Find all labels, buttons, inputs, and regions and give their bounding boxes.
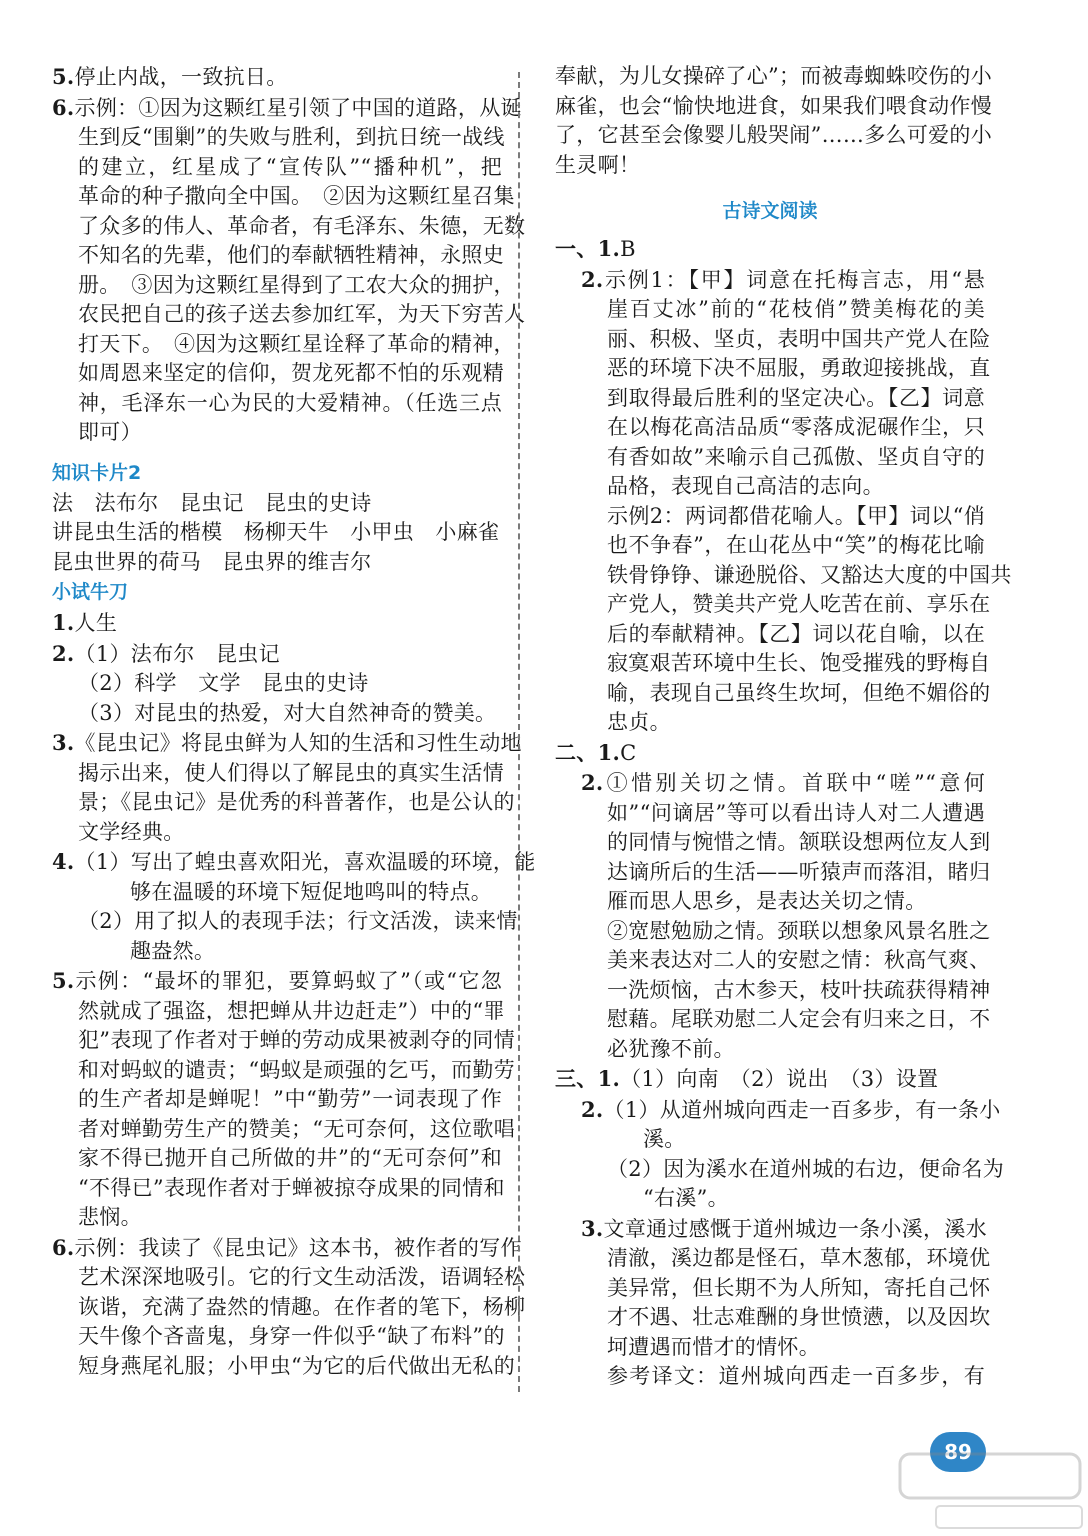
text-line — [555, 384, 985, 414]
line-text: 美异常，但长期不为人所知，寄托自己怀 — [607, 1275, 991, 1300]
text-line — [52, 1322, 505, 1352]
line-text: 悲悯。 — [78, 1205, 142, 1229]
item-number: 一、1. — [555, 236, 621, 261]
text-line — [52, 669, 502, 699]
item-number: 2. — [581, 1096, 604, 1122]
text-line — [52, 271, 515, 301]
text-line — [52, 548, 502, 578]
text-line — [555, 1333, 985, 1363]
line-text: 必犹豫不前。 — [607, 1036, 735, 1061]
item-number: 5. — [52, 64, 75, 89]
text-line — [555, 472, 985, 502]
line-text: 农民把自己的孩子送去参加红军，为天下穷苦人 — [78, 302, 526, 326]
line-text: 恶的环境下决不屈服，勇敢迎接挑战，直 — [607, 356, 991, 380]
text-line — [52, 1352, 516, 1382]
line-text: 有香如故”来喻示自己孤傲、坚贞自守的 — [607, 444, 985, 469]
text-line — [555, 62, 993, 92]
line-text: 如”“问谪居”等可以看出诗人对二人遭遇 — [607, 800, 985, 825]
item-number: 6. — [52, 1234, 75, 1260]
continued-answer-block — [555, 62, 993, 180]
line-text: 人生 — [74, 611, 118, 635]
line-text: 《昆虫记》将昆虫鲜为人知的生活和习性生动地 — [74, 731, 522, 755]
text-line — [555, 679, 991, 709]
item-number: 3. — [581, 1215, 604, 1241]
item-number: 6. — [52, 94, 75, 120]
text-line — [52, 997, 505, 1027]
line-text: 崖百丈冰”前的“花枝俏”赞美梅花的美 — [607, 297, 985, 321]
text-line — [52, 153, 502, 183]
text-line — [555, 738, 985, 769]
line-text: 忠贞。 — [607, 710, 671, 734]
line-text: 的生产者却是蝉呢！”中“勤劳”一词表现了作 — [78, 1087, 502, 1111]
line-text: 品格，表现自己高洁的志向。 — [607, 474, 884, 498]
text-line — [52, 518, 502, 548]
text-line — [555, 295, 985, 325]
text-line — [555, 234, 985, 265]
line-text: 停止内战，一致抗日。 — [74, 65, 288, 89]
line-text: 不知名的先辈，他们的奉献牺牲精神，永照史 — [78, 243, 504, 267]
line-text: （2）用了拟人的表现手法；行文活泼，读来情 — [78, 909, 518, 933]
line-text: 后的奉献精神。【乙】词以花自喻，以在 — [607, 621, 985, 646]
text-line — [555, 946, 991, 976]
text-line — [52, 1115, 516, 1145]
line-text: 生到反“围剿”的失败与胜利，到抗日统一战线 — [78, 125, 505, 149]
text-line — [555, 413, 985, 443]
item-number: 4. — [52, 849, 75, 874]
text-line — [555, 1155, 1005, 1185]
line-text: 生灵啊！ — [555, 152, 641, 177]
line-text: 美来表达对二人的安慰之情：秋高气爽、 — [607, 948, 991, 972]
line-text: 革命的种子撒向全中国。 ②因为这颗红星召集 — [78, 184, 515, 208]
line-text: 产党人，赞美共产党人吃苦在前、享乐在 — [607, 592, 991, 616]
line-text: 示例：“最坏的罪犯，要算蚂蚁了”（或“它忽 — [74, 969, 502, 993]
line-text: “右溪”。 — [643, 1186, 729, 1210]
text-line — [52, 389, 502, 419]
left-column — [52, 62, 536, 1381]
item-number: 2. — [52, 640, 75, 666]
text-line — [52, 1026, 516, 1056]
text-line — [555, 265, 985, 296]
text-line — [52, 359, 502, 389]
text-line — [555, 887, 985, 917]
text-line — [52, 907, 518, 937]
text-line — [555, 502, 985, 532]
text-line — [52, 123, 505, 153]
line-text: 到取得最后胜利的坚定决心。【乙】词意 — [607, 385, 985, 410]
item-number: 三、1. — [555, 1066, 621, 1091]
text-line — [555, 799, 985, 829]
line-text: 达谪所后的生活——听猿声而落泪，睹归 — [607, 859, 991, 884]
line-text: 文学经典。 — [78, 819, 185, 844]
line-text: 神，毛泽东一心为民的大爱精神。（任选三点 — [78, 390, 502, 415]
line-text: 示例：①因为这颗红星引领了中国的道路，从诞 — [74, 95, 522, 120]
text-line — [52, 1174, 505, 1204]
text-line — [555, 1005, 991, 1035]
text-line — [52, 1233, 522, 1264]
text-line — [52, 1144, 502, 1174]
text-line — [555, 917, 991, 947]
text-line — [555, 1125, 985, 1155]
text-line — [52, 182, 515, 212]
line-text: （2）科学 文学 昆虫的史诗 — [78, 671, 369, 695]
text-line — [52, 1085, 502, 1115]
line-text: （2）因为溪水在道州城的右边，便命名为 — [607, 1156, 1005, 1181]
line-text: B — [620, 237, 636, 261]
line-text: 也不争春”，在山花丛中“笑”的梅花比喻 — [607, 533, 985, 557]
line-text: 和对蚂蚁的谴责；“蚂蚁是顽强的乞丐，而勤劳 — [78, 1057, 516, 1082]
line-text: 了众多的伟人、革命者，有毛泽东、朱德，无数 — [78, 213, 526, 238]
text-line — [555, 1035, 985, 1065]
line-text: 奉献，为儿女操碎了心”；而被毒蜘蛛咬伤的小 — [555, 64, 993, 88]
line-text: 诙谐，充满了盎然的情趣。在作者的笔下，杨柳 — [78, 1294, 526, 1319]
text-line — [52, 330, 515, 360]
text-line — [52, 966, 502, 997]
line-text: （1）向南 （2）说出 （3）设置 — [620, 1067, 939, 1091]
text-line — [52, 639, 502, 670]
item-number: 3. — [52, 730, 75, 755]
right-column — [555, 62, 1012, 1392]
item-number: 2. — [581, 770, 604, 795]
line-text: 示例2：两词都借花喻人。【甲】词以“俏 — [607, 503, 985, 528]
line-text: 一洗烦恼，古木参天，枝叶扶疏获得精神 — [607, 977, 991, 1002]
line-text: 昆虫世界的荷马 昆虫界的维吉尔 — [52, 549, 372, 574]
poetry-answers-block — [555, 234, 1012, 1392]
text-line — [555, 708, 985, 738]
text-line — [555, 976, 991, 1006]
page-number-badge: 89 — [930, 1432, 986, 1472]
text-line — [555, 92, 993, 122]
line-text: 麻雀，也会“愉快地进食，如果我们喂食动作慢 — [555, 93, 993, 118]
line-text: （1）写出了蝗虫喜欢阳光，喜欢温暖的环境，能 — [74, 850, 536, 874]
line-text: 然就成了强盗，想把蝉从井边赶走”）中的“罪 — [78, 998, 505, 1023]
answers-block-top — [52, 62, 526, 448]
line-text: 者对蝉勤劳生产的赞美；“无可奈何，这位歌唱 — [78, 1116, 516, 1141]
line-text: 法 法布尔 昆虫记 昆虫的史诗 — [52, 490, 372, 515]
line-text: 铁骨铮铮、谦逊脱俗、又豁达大度的中国共 — [607, 562, 1012, 587]
text-line — [52, 878, 502, 908]
text-line — [555, 620, 985, 650]
line-text: 天牛像个吝啬鬼，身穿一件似乎“缺了布料”的 — [78, 1324, 505, 1348]
text-line — [52, 788, 515, 818]
text-line — [555, 1274, 991, 1304]
text-line — [52, 608, 502, 639]
text-line — [555, 1064, 985, 1095]
line-text: 揭示出来，使人们得以了解昆虫的真实生活情 — [78, 760, 504, 785]
knowledge-card-heading: 知识卡片2 — [52, 461, 142, 484]
text-line — [555, 828, 991, 858]
column-divider — [518, 72, 520, 1392]
text-line — [555, 1214, 985, 1245]
line-text: 喻，表现自己虽终生坎坷，但绝不媚俗的 — [607, 680, 991, 705]
trial-answers-block — [52, 608, 536, 1381]
line-text: 才不遇、壮志难酬的身世愤懑，以及因坎 — [607, 1305, 991, 1329]
text-line — [555, 325, 991, 355]
watermark-logo — [896, 1448, 1084, 1532]
text-line — [555, 1184, 985, 1214]
line-text: ①惜别关切之情。首联中“嗟”“意何 — [603, 771, 985, 795]
item-number: 2. — [581, 266, 604, 292]
line-text: 景；《昆虫记》是优秀的科普著作，也是公认的 — [78, 790, 515, 814]
line-text: C — [620, 740, 637, 765]
text-line — [555, 151, 985, 181]
line-text: 参考译文：道州城向西走一百多步，有 — [607, 1364, 985, 1388]
text-line — [52, 847, 536, 878]
line-text: （1）从道州城向西走一百多步，有一条小 — [603, 1097, 1001, 1122]
line-text: 在以梅花高洁品质“零落成泥碾作尘，只 — [607, 415, 985, 439]
line-text: 够在温暖的环境下短促地鸣叫的特点。 — [130, 879, 493, 904]
section-heading: 古诗文阅读 — [722, 200, 818, 222]
line-text: 坷遭遇而惜才的情怀。 — [607, 1334, 820, 1359]
line-text: 雁而思人思乡，是表达关切之情。 — [607, 889, 927, 913]
line-text: 的建立，红星成了“宣传队”“播种机”，把 — [78, 154, 502, 179]
text-line — [52, 1263, 526, 1293]
text-line — [52, 1203, 502, 1233]
line-text: ②宽慰勉励之情。颈联以想象风景名胜之 — [607, 918, 991, 943]
line-text: 讲昆虫生活的楷模 杨柳天牛 小甲虫 小麻雀 — [52, 520, 500, 544]
line-text: 了，它甚至会像婴儿般哭闹”……多么可爱的小 — [555, 123, 993, 147]
line-text: 寂寞艰苦环境中生长、饱受摧残的野梅自 — [607, 651, 991, 675]
text-line — [555, 649, 991, 679]
line-text: （1）法布尔 昆虫记 — [74, 641, 280, 666]
line-text: 趣盎然。 — [130, 938, 216, 963]
line-text: 丽、积极、坚贞，表明中国共产党人在险 — [607, 326, 991, 351]
text-line — [555, 354, 991, 384]
text-line — [52, 93, 522, 124]
line-text: 册。 ③因为这颗红星得到了工农大众的拥护， — [78, 272, 515, 297]
line-text: 犯”表现了作者对于蝉的劳动成果被剥夺的同情 — [78, 1028, 516, 1052]
text-line — [52, 489, 502, 519]
line-text: 打天下。 ④因为这颗红星诠释了革命的精神， — [78, 331, 515, 356]
text-line — [555, 858, 991, 888]
line-text: 艺术深深地吸引。它的行文生动活泼，语调轻松 — [78, 1265, 526, 1289]
text-line — [555, 1303, 991, 1333]
trial-heading: 小试牛刀 — [52, 581, 129, 603]
line-text: 示例1：【甲】词意在托梅言志，用“悬 — [603, 267, 985, 292]
text-line — [555, 443, 985, 473]
line-text: 溪。 — [643, 1127, 686, 1151]
line-text: 示例：我读了《昆虫记》这本书，被作者的写作 — [74, 1235, 522, 1260]
text-line — [52, 759, 502, 789]
text-line — [52, 699, 502, 729]
text-line — [555, 1095, 1001, 1126]
text-line — [52, 212, 526, 242]
knowledge-card-block — [52, 489, 502, 578]
text-line — [52, 728, 522, 759]
item-number: 1. — [52, 610, 75, 635]
line-text: 的同情与惋惜之情。颔联设想两位友人到 — [607, 830, 991, 854]
text-line — [52, 241, 502, 271]
item-number: 二、1. — [555, 739, 621, 765]
text-line — [52, 1293, 526, 1323]
item-number: 5. — [52, 968, 75, 993]
text-line — [52, 418, 502, 448]
text-line — [52, 937, 502, 967]
text-line — [555, 768, 985, 799]
text-line — [555, 531, 985, 561]
line-text: 文章通过感慨于道州城边一条小溪，溪水 — [603, 1216, 987, 1241]
text-line — [52, 818, 502, 848]
text-line — [555, 561, 1012, 591]
line-text: 慰藉。尾联劝慰二人定会有归来之日，不 — [607, 1007, 991, 1031]
text-line — [52, 1056, 516, 1086]
line-text: “不得已”表现作者对于蝉被掠夺成果的同情和 — [78, 1175, 505, 1200]
line-text: 短身燕尾礼服；小甲虫“为它的后代做出无私的 — [78, 1353, 516, 1378]
line-text: 如周恩来坚定的信仰，贺龙死都不怕的乐观精 — [78, 361, 504, 385]
text-line — [555, 1244, 991, 1274]
text-line — [52, 62, 502, 93]
text-line — [555, 1362, 985, 1392]
text-line — [555, 590, 991, 620]
line-text: 即可） — [78, 420, 142, 444]
text-line — [555, 121, 993, 151]
line-text: 清澈，溪边都是怪石，草木葱郁，环境优 — [607, 1246, 991, 1270]
text-line — [52, 300, 526, 330]
line-text: （3）对昆虫的热爱，对大自然神奇的赞美。 — [78, 700, 497, 725]
line-text: 家不得已抛开自己所做的井”的“无可奈何”和 — [78, 1146, 502, 1170]
